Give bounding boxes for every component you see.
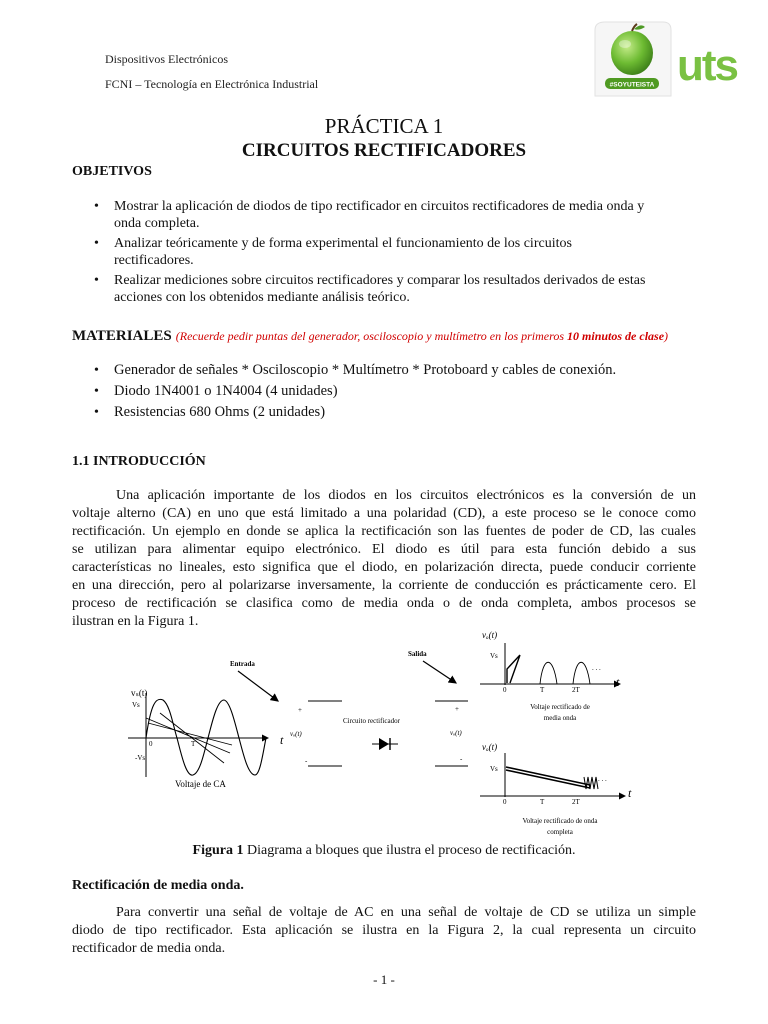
introduccion-paragraph: Una aplicación importante de los diodos en los circuitos electrónicos es la conversión de un voltaje alterno (CA) en uno que está limitado a una polaridad (CD), a este proceso se le conoce como rectificación. Un ejemplo en donde se aplica la rectificación son las fuentes de poder de CD, las cuales se utilizan para alimentar equipo electrónico. El diodo es útil para esta función debido a sus características no lineales, esto significa que el diodo, en polarización directa, puede conducir corriente en una dirección, pero al polarizarse inversamente, la corriente de conducción es prácticamente cero. El proceso de rectificación se clasifica como de media onda o de onda completa, ambos procesos se ilustran en la Figura 1. [72,488,696,629]
list-item: • Mostrar la aplicación de diodos de tipo rectificador en circuitos rectificadores de media onda y onda completa. [92,198,702,232]
svg-text:. . .: . . . [592,664,601,672]
list-item: • Generador de señales * Osciloscopio * Multímetro * Protoboard y cables de conexión. [92,360,712,381]
diode-icon [372,738,398,750]
introduccion-heading: 1.1 INTRODUCCIÓN [72,454,206,469]
apple-icon [611,31,653,75]
svg-text:Vs: Vs [490,765,498,773]
svg-text:vₒ(t): vₒ(t) [482,630,498,640]
practice-title: PRÁCTICA 1 [324,114,444,138]
practice-subtitle: CIRCUITOS RECTIFICADORES [241,140,527,161]
svg-text:vₒ(t): vₒ(t) [450,729,462,737]
list-item: • Analizar teóricamente y de forma experimental el funcionamiento de los circuitos rectificadores. [92,235,702,269]
list-item: • Realizar mediciones sobre circuitos rectificadores y comparar los resultados derivados de estas acciones con los obtenidos mediante análisis teórico. [92,272,702,306]
svg-text:-Vs: -Vs [135,754,146,762]
figure-caption: Figura 1 Diagrama a bloques que ilustra el proceso de rectificación. [192,843,576,858]
list-item: • Diodo 1N4001 o 1N4004 (4 unidades) [92,381,712,402]
svg-text:#SOYUTEISTA: #SOYUTEISTA [609,81,655,89]
full-wave-plot [480,742,632,836]
svg-text:t: t [616,675,620,689]
salida-label: Salida [408,650,427,658]
objetivos-list [92,198,702,309]
svg-text:T: T [540,798,545,806]
svg-text:Vs: Vs [132,701,140,709]
svg-text:t: t [280,733,284,747]
objetivos-heading: OBJETIVOS [72,164,152,179]
svg-text:media onda: media onda [543,714,577,722]
svg-text:-: - [305,757,308,765]
media-onda-paragraph: Para convertir una señal de voltaje de AC en una señal de voltaje de CD se utiliza un simple diodo de tipo rectificador. Esta aplicación se ilustra en la Figura 2, la cual representa un circuito rectificador de media onda. [72,905,696,956]
svg-text:t: t [628,786,632,800]
svg-text:Voltaje rectificado de onda: Voltaje rectificado de onda [522,817,598,825]
media-onda-heading: Rectificación de media onda. [72,878,244,893]
materiales-heading: MATERIALES [72,328,172,344]
svg-text:completa: completa [547,828,573,836]
svg-text:T: T [540,686,545,694]
ac-voltage-plot [128,688,284,789]
svg-text:vₛ(t): vₛ(t) [131,688,148,698]
circuito-rectificador-label: Circuito rectificador [343,717,400,725]
svg-text:2T: 2T [572,686,580,694]
figure-1-diagram [120,625,650,840]
half-wave-plot [480,630,620,722]
svg-text:2T: 2T [572,798,580,806]
svg-text:0: 0 [503,686,507,694]
svg-text:0: 0 [503,798,507,806]
materiales-list [92,360,712,423]
entrada-label: Entrada [230,660,255,668]
uts-logo [593,20,743,98]
page-number: - 1 - [373,972,395,987]
header-course: Dispositivos Electrónicos [105,52,228,66]
svg-text:+: + [455,705,459,713]
svg-text:Vs: Vs [490,652,498,660]
materiales-note: (Recuerde pedir puntas del generador, osciloscopio y multímetro en los primeros 10 minutos de clase) [175,329,669,343]
svg-text:0: 0 [149,740,153,748]
svg-text:T: T [191,740,196,748]
header-program: FCNI – Tecnología en Electrónica Industrial [105,77,319,91]
svg-text:. . .: . . . [598,775,607,783]
ac-voltage-label: Voltaje de CA [175,779,226,789]
materiales-heading-row [72,327,668,345]
svg-text:-: - [460,755,463,763]
svg-text:vₒ(t): vₒ(t) [290,730,302,738]
svg-text:Voltaje rectificado de: Voltaje rectificado de [530,703,590,711]
list-item: • Resistencias 680 Ohms (2 unidades) [92,402,712,423]
svg-text:+: + [298,706,302,714]
svg-text:vₒ(t): vₒ(t) [482,742,498,752]
uts-wordmark: uts [677,41,737,90]
